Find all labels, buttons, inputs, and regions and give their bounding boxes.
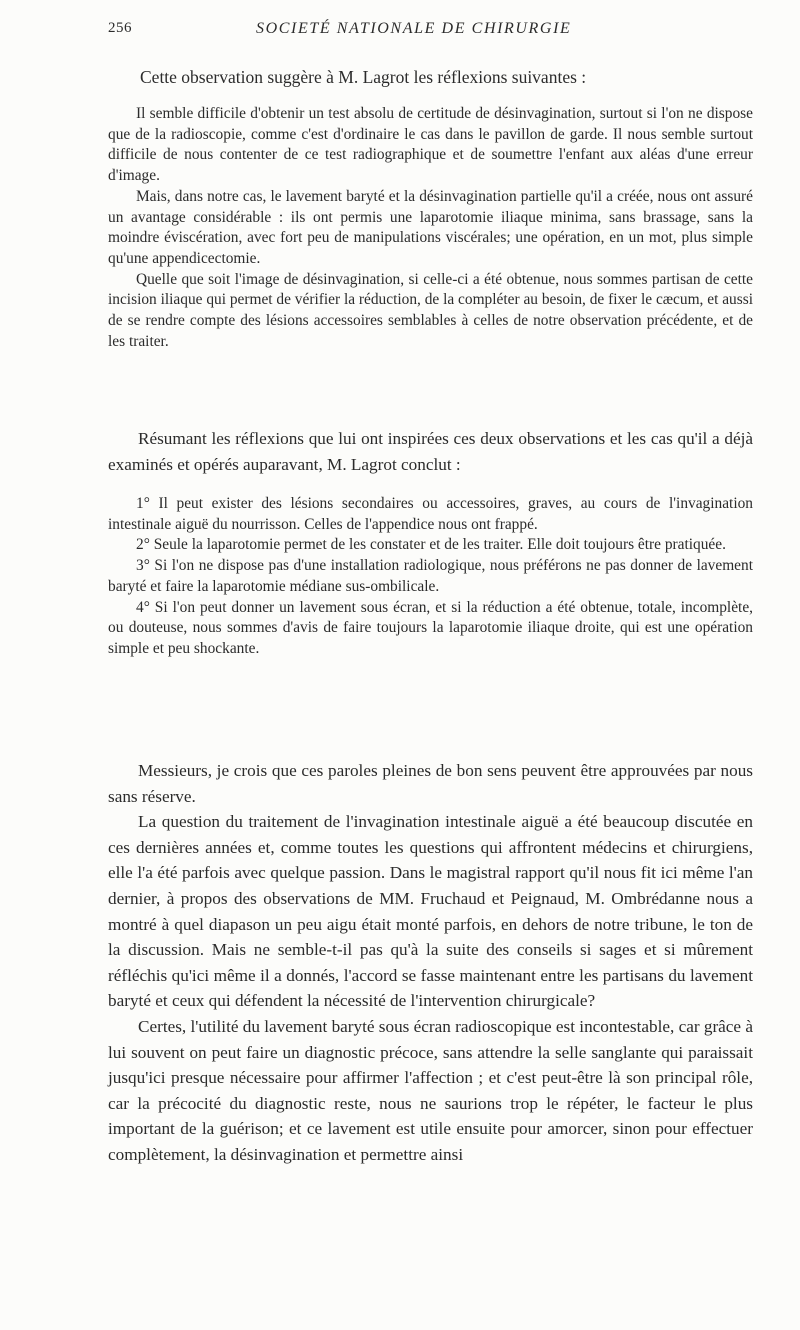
body-paragraph: La question du traitement de l'invagination intestinale aiguë a été beaucoup discutée en ces dernières années et, comme toutes les questions qui affrontent médecins et chirurgiens, elle l'a été parfois avec quelque passion. Dans le magistral rapport qu'il nous fit ici même l'an dernier, à propos des observations de MM. Fruchaud et Peignaud, M. Ombrédanne nous a montré à quel diapason un peu aigu était monté parfois, en dehors de notre tribune, le ton de la discussion. Mais ne semble-t-il pas qu'à la suite des conseils si sages et si mûrement réfléchis qu'ici même il a donnés, l'accord se fasse maintenant entre les partisans du lavement baryté et ceux qui défendent la nécessité de l'intervention chirurgicale? <box>108 812 753 1011</box>
summary-paragraph: Résumant les réflexions que lui ont inspirées ces deux observations et les cas qu'il a déjà examinés et opérés auparavant, M. Lagrot conclut : <box>108 429 753 474</box>
conclusion-item: 1° Il peut exister des lésions secondaires ou accessoires, graves, au cours de l'invagination intestinale aiguë du nourrisson. Celles de l'appendice nous ont frappé. <box>108 495 753 533</box>
conclusion-item: 3° Si l'on ne dispose pas d'une installation radiologique, nous préférons ne pas donner de lavement baryté et faire la laparotomie médiane sus-ombilicale. <box>108 557 753 595</box>
quote-paragraph: Il semble difficile d'obtenir un test absolu de certitude de désinvagination, surtout si l'on ne dispose que de la radioscopie, comme c'est d'ordinaire le cas dans le pavillon de garde. Il nous semble surtout difficile de nous contenter de ce test radiographique et de soumettre l'enfant aux aléas d'une erreur d'image. <box>108 105 753 185</box>
main-text <box>108 758 753 1168</box>
quote-paragraph: Quelle que soit l'image de désinvagination, si celle-ci a été obtenue, nous sommes partisan de cette incision iliaque qui permet de vérifier la réduction, de la compléter au besoin, de fixer le cæcum, et aussi de se rendre compte des lésions accessoires semblables à celles de notre observation précédente, et de les traiter. <box>108 270 753 350</box>
running-title: SOCIETÉ NATIONALE DE CHIRURGIE <box>256 20 572 37</box>
conclusion-item: 2° Seule la laparotomie permet de les constater et de les traiter. Elle doit toujours être pratiquée. <box>136 536 726 554</box>
quoted-reflections <box>108 104 753 352</box>
page-number: 256 <box>108 20 132 36</box>
body-paragraph: Messieurs, je crois que ces paroles pleines de bon sens peuvent être approuvées par nous sans réserve. <box>108 761 753 806</box>
intro-paragraph: Cette observation suggère à M. Lagrot les réflexions suivantes : <box>140 67 587 87</box>
quote-paragraph: Mais, dans notre cas, le lavement baryté et la désinvagination partielle qu'il a créée, nous ont assuré un avantage considérable : ils ont permis une laparotomie iliaque minima, sans brassage, sans la moindre éviscération, avec fort peu de manipulations viscérales; une opération, en un mot, plus simple qu'une appendicectomie. <box>108 187 753 267</box>
body-paragraph: Certes, l'utilité du lavement baryté sous écran radioscopique est incontestable, car grâce à lui souvent on peut faire un diagnostic précoce, sans attendre la selle sanglante qui paraissait jusqu'ici presque nécessaire pour affirmer l'affection ; et c'est peut-être là son principal rôle, car la précocité du diagnostic reste, nous ne saurions trop le répéter, le facteur le plus important de la guérison; et ce lavement est utile ensuite pour amorcer, sinon pour effectuer complètement, la désinvagination et permettre ainsi <box>108 1016 753 1164</box>
conclusions-list <box>108 494 753 660</box>
page-header <box>108 20 756 44</box>
conclusion-item: 4° Si l'on peut donner un lavement sous écran, et si la réduction a été obtenue, totale, incomplète, ou douteuse, nous sommes d'avis de faire toujours la laparotomie iliaque droite, qui est une opération simple et peu shockante. <box>108 598 753 657</box>
